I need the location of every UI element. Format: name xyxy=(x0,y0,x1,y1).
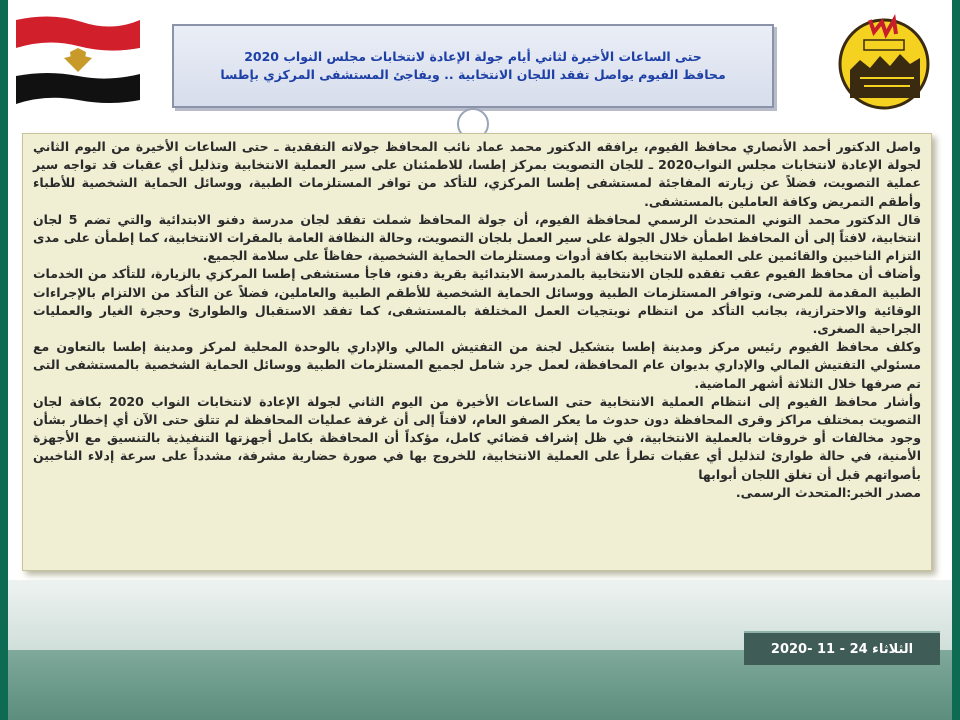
date-badge: الثلاثاء 24 - 11 -2020 xyxy=(744,631,940,665)
headline-primary: حتى الساعات الأخيرة لثاني أيام جولة الإعادة لانتخابات مجلس النواب 2020 xyxy=(244,49,702,64)
egypt-flag-icon xyxy=(12,12,144,106)
article-body xyxy=(22,133,932,571)
article-paragraph: وكلف محافظ الفيوم رئيس مركز ومدينة إطسا بتشكيل لجنة من التفتيش المالي والإداري بالوحدة المحلية لمركز ومدينة إطسا بالتعاون مع مسئولي التفتيش المالي والإداري بديوان عام المحافظة، لعمل جرد شامل لجميع المستلزمات الطبية ووسائل الحماية الشخصية بالمستشفى التى تم صرفها خلال الثلاثة أشهر الماضية. xyxy=(33,339,921,391)
header-title-box xyxy=(172,24,774,108)
news-source: مصدر الخبر:المتحدث الرسمى. xyxy=(735,484,921,500)
article-paragraph: واصل الدكتور أحمد الأنصاري محافظ الفيوم، يرافقه الدكتور محمد عماد نائب المحافظ جولاته التفقدية ـ حتى الساعات الأخيرة من اليوم الثاني لجولة الإعادة لانتخابات مجلس النواب2020 ـ للجان التصويت بمركز إطسا، للاطمئنان على سير العملية الانتخابية وتذليل أي عقبات قد تواجه سير عملية التصويت، فضلاً عن زيارته المفاجئة لمستشفى إطسا المركزي، للتأكد من توافر المستلزمات الطبية، ووسائل الحماية الشخصية للأطباء وأطقم التمريض وكافة العاملين بالمستشفى. xyxy=(33,139,921,209)
headline-secondary: محافظ الفيوم يواصل تفقد اللجان الانتخابية .. ويفاجئ المستشفى المركزي بإطسا xyxy=(220,67,726,82)
article-paragraph: وأشار محافظ الفيوم إلى انتظام العملية الانتخابية حتى الساعات الأخيرة من اليوم الثاني لجولة الإعادة لانتخابات النواب 2020 بكافة لجان التصويت بمختلف مراكز وقرى المحافظة دون حدوث ما يعكر الصفو العام، لافتاً إلى أن غرفة عمليات المحافظة لم تتلق حتى الآن أي إخطار بشأن وجود مخالفات أو خروقات بالعملية الانتخابية، في ظل إشراف قضائي كامل، مؤكداً أن المحافظة بكامل أجهزتها التنفيذية بالتنسيق مع الأجهزة الأمنية، في حالة طوارئ لتذليل أي عقبات تطرأ على العملية الانتخابية، للخروج بها في صورة حضارية مشرفة، مشدداً على سرعة إدلاء الناخبين بأصواتهم قبل أن تغلق اللجان أبوابها xyxy=(33,393,921,482)
right-border xyxy=(952,0,960,720)
article-paragraph: وأضاف أن محافظ الفيوم عقب تفقده للجان الانتخابية بالمدرسة الابتدائية بقرية دفنو، فاجأ مستشفى إطسا المركزي بالزيارة، للتأكد من الخدمات الطبية المقدمة للمرضى، وتوافر المستلزمات الطبية ووسائل الحماية الشخصية للأطقم الطبية والعاملين، فضلاً عن التأكد من الالتزام بالإجراءات الوقائية والاحترازية، بجانب التأكد من انتظام نوبتجيات العمل المختلفة بالمستشفى، كما تفقد الاستقبال والطوارئ وحجرة الغيار والعمليات الجراحية الصغرى. xyxy=(33,266,921,337)
left-border xyxy=(0,0,8,720)
governorate-emblem-icon xyxy=(830,12,938,112)
article-paragraph: قال الدكتور محمد التوني المتحدث الرسمي لمحافظة الفيوم، أن جولة المحافظ شملت تفقد لجان مدرسة دفنو الابتدائية والتي تضم 5 لجان انتخابية، لافتاً إلى أن المحافظ اطمأن خلال الجولة على سير العمل بلجان التصويت، وحالة النظافة العامة بالمقرات الانتخابية، كما إطمأن على مدى التزام الناخبين والقائمين على العملية الانتخابية بكافة أدوات ومستلزمات الحماية الشخصية، حفاظاً على سلامة الجميع. xyxy=(33,211,921,264)
